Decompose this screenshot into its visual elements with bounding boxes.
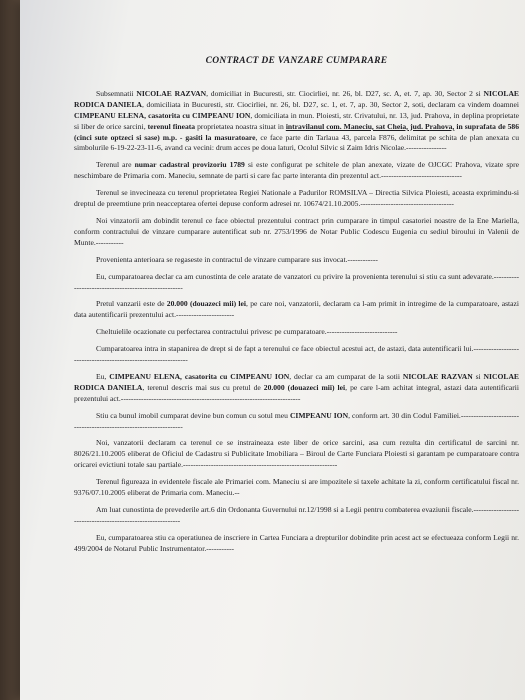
text-run: Provenienta anterioara se regaseste in contractul de vinzare cumparare sus invocat.------------ — [96, 254, 378, 264]
bold-text: NICOLAE RODICA DANIELA — [74, 88, 519, 109]
text-run: Cumparatoarea intra in stapanirea de drept si de fapt a terenului ce face obiectul acestui act, de astazi, data autentificarii lui.--------------------------------------------------------------- — [74, 344, 519, 365]
text-run: Cheltuielile ocazionate cu perfectarea contractului privesc pe cumparatoare.---------------------------- — [96, 327, 398, 337]
document-page — [20, 0, 525, 700]
contract-paragraph — [74, 533, 519, 555]
text-run: , terenul descris mai sus cu pretul de — [142, 382, 264, 392]
text-run: si este configurat pe schitele de plan anexate, vizate de OJCGC Prahova, vizate spre neschimbare de Primaria com. Maneciu, semnate de parti si care fac parte interanta din prezentul act.-------------------------------- — [74, 160, 519, 181]
text-run: Terenul se invecineaza cu terenul proprietatea Regiei Nationale a Padurilor ROMSILVA – Directia Silvica Ploiesti, aceasta exprimindu-si dreptul de preemtiune prin neacceptarea ofertei depuse conform adresei nr. 10674/21.10.2005.------------------------------------- — [74, 188, 519, 209]
bold-text: CIMPEANU ELENA, casatorita cu CIMPEANU ION — [109, 371, 290, 381]
contract-paragraph — [74, 438, 519, 471]
text-run: Noi vinzatorii am dobindit terenul ce face obiectul prezentului contract prin cumparare in timpul casatoriei noastre de la Ene Mariella, conform contractului de vinzare cumparare autentificat sub nr. 2753/1996 de Notar Public Codescu Eugenia cu sediul biroului in Valenii de Munte.----------- — [74, 215, 519, 247]
contract-paragraph — [74, 299, 519, 321]
contract-paragraph — [74, 477, 519, 499]
contract-paragraph — [74, 188, 519, 210]
text-run: Stiu ca bunul imobil cumparat devine bun comun cu sotul meu — [96, 410, 290, 420]
text-run: , ce face parte din Tarlaua 43, parcela F876, delimitat pe schita de plan anexata cu simbolurile 6-19-22-23-11-6, avand ca vecini: drum acces pe doua laturi, Ocolul Silvic si Zaim Idris Nicolae.---------------- — [74, 132, 520, 153]
text-run: Noi, vanzatorii declaram ca terenul ce se instraineaza este liber de orice sarcini, asa cum rezulta din certificatul de sarcini nr. 8026/21.10.2005 eliberat de Oficiul de Cadastru si Publicitate Imobiliara – Biroul de Carte Funciara Ploiesti si garantam pe cumparatoare contra oricarei evictiuni totale sau partiale.------------------------------------------------------------- — [74, 438, 519, 470]
text-run: Eu, cumparatoarea stiu ca operatiunea de inscriere in Cartea Funciara a drepturilor dobindite prin acest act se efectueaza conform Legii nr. 499/2004 de Notarul Public Instrumentator.----------- — [74, 532, 519, 553]
text-run: Subsemnatii — [96, 88, 137, 98]
contract-body — [74, 56, 519, 561]
bold-text: in suprafata de 586 (cinci sute optzeci si sase) m.p. - gasiti la masuratoare — [74, 121, 519, 142]
text-run: si — [472, 371, 484, 381]
contract-paragraph — [74, 411, 519, 433]
text-run: Eu, cumparatoarea declar ca am cunostinta de cele aratate de vanzatori cu privire la provenienta terenului si stiu ca sunt adevarate.----------------------------------------------------- — [74, 271, 519, 292]
contract-paragraph — [74, 160, 519, 182]
bold-text: CIMPEANU ELENA, casatorita cu CIMPEANU ION — [74, 110, 251, 120]
text-run: Terenul are — [96, 160, 135, 170]
bold-text: 20.000 (douazeci mii) lei — [263, 382, 346, 392]
document-title: CONTRACT DE VANZARE CUMPARARE — [205, 56, 388, 66]
text-run: , domiciliata in Bucuresti, str. Ciocirliei, nr. 26, bl. D27, sc. 1, et. 7, ap. 30, Sector 2, soti, declaram ca vindem doamnei — [142, 99, 519, 109]
contract-paragraph — [74, 272, 519, 294]
contract-paragraph — [74, 255, 519, 266]
text-run: , domiciliat in Bucuresti, str. Ciocirliei, nr. 26, bl. D27, sc. A, et. 7, ap. 30, Sector 2 si — [206, 88, 484, 98]
contract-paragraph — [74, 216, 519, 249]
bold-text: CIMPEANU ION — [289, 410, 349, 420]
text-run: Pretul vanzarii este de — [96, 299, 167, 309]
text-run: Eu, — [96, 371, 110, 381]
paragraph-list — [74, 89, 519, 555]
text-run: , pe care l-am achitat integral, astazi data autentificarii prezentului act.----------------------------------------------------------------------- — [74, 382, 519, 403]
text-run: , conform art. 30 din Codul Familiei.------------------------------------------------------------------ — [74, 410, 519, 431]
contract-paragraph — [74, 89, 519, 154]
bold-text: numar cadastral provizoriu 1789 — [134, 160, 245, 170]
contract-paragraph — [74, 372, 519, 405]
contract-paragraph — [74, 327, 519, 338]
text-run: , domiciliata in mun. Ploiesti, str. Crivatului, nr. 13, jud. Prahova, in deplina proprietate si liber de orice sarcini, — [74, 110, 519, 131]
text-run: Terenul figureaza in evidentele fiscale ale Primariei com. Maneciu si are impozitele si taxele achitate la zi, conform certificatului fiscal nr. 9376/07.10.2005 eliberat de Primaria com. Maneciu.-- — [74, 477, 519, 498]
bold-text: intravilanul com. Maneciu, sat Cheia, jud. Prahova, — [285, 121, 455, 131]
contract-paragraph — [74, 505, 519, 527]
bold-text: NICOLAE RODICA DANIELA — [74, 371, 519, 392]
text-run: Am luat cunostinta de prevederile art.6 din Ordonanta Guvernului nr.12/1998 si a Legii pentru combaterea evaziunii fiscale.------------------------------------------------------------ — [74, 505, 519, 525]
text-run: proprietatea noastra situat in — [195, 121, 286, 131]
bold-text: NICOLAE RAZVAN — [402, 371, 473, 381]
bold-text: 20.000 (douazeci mii) lei — [166, 299, 247, 309]
text-run: , declar ca am cumparat de la sotii — [289, 371, 403, 381]
bold-text: terenul fineata — [147, 121, 196, 131]
contract-paragraph — [74, 344, 519, 366]
bold-text: NICOLAE RAZVAN — [136, 88, 207, 98]
text-run: , pe care noi, vanzatorii, declaram ca l-am primit in intregime de la cumparatoare, astazi data autentificarii prezentului act.----------------------- — [74, 299, 519, 320]
